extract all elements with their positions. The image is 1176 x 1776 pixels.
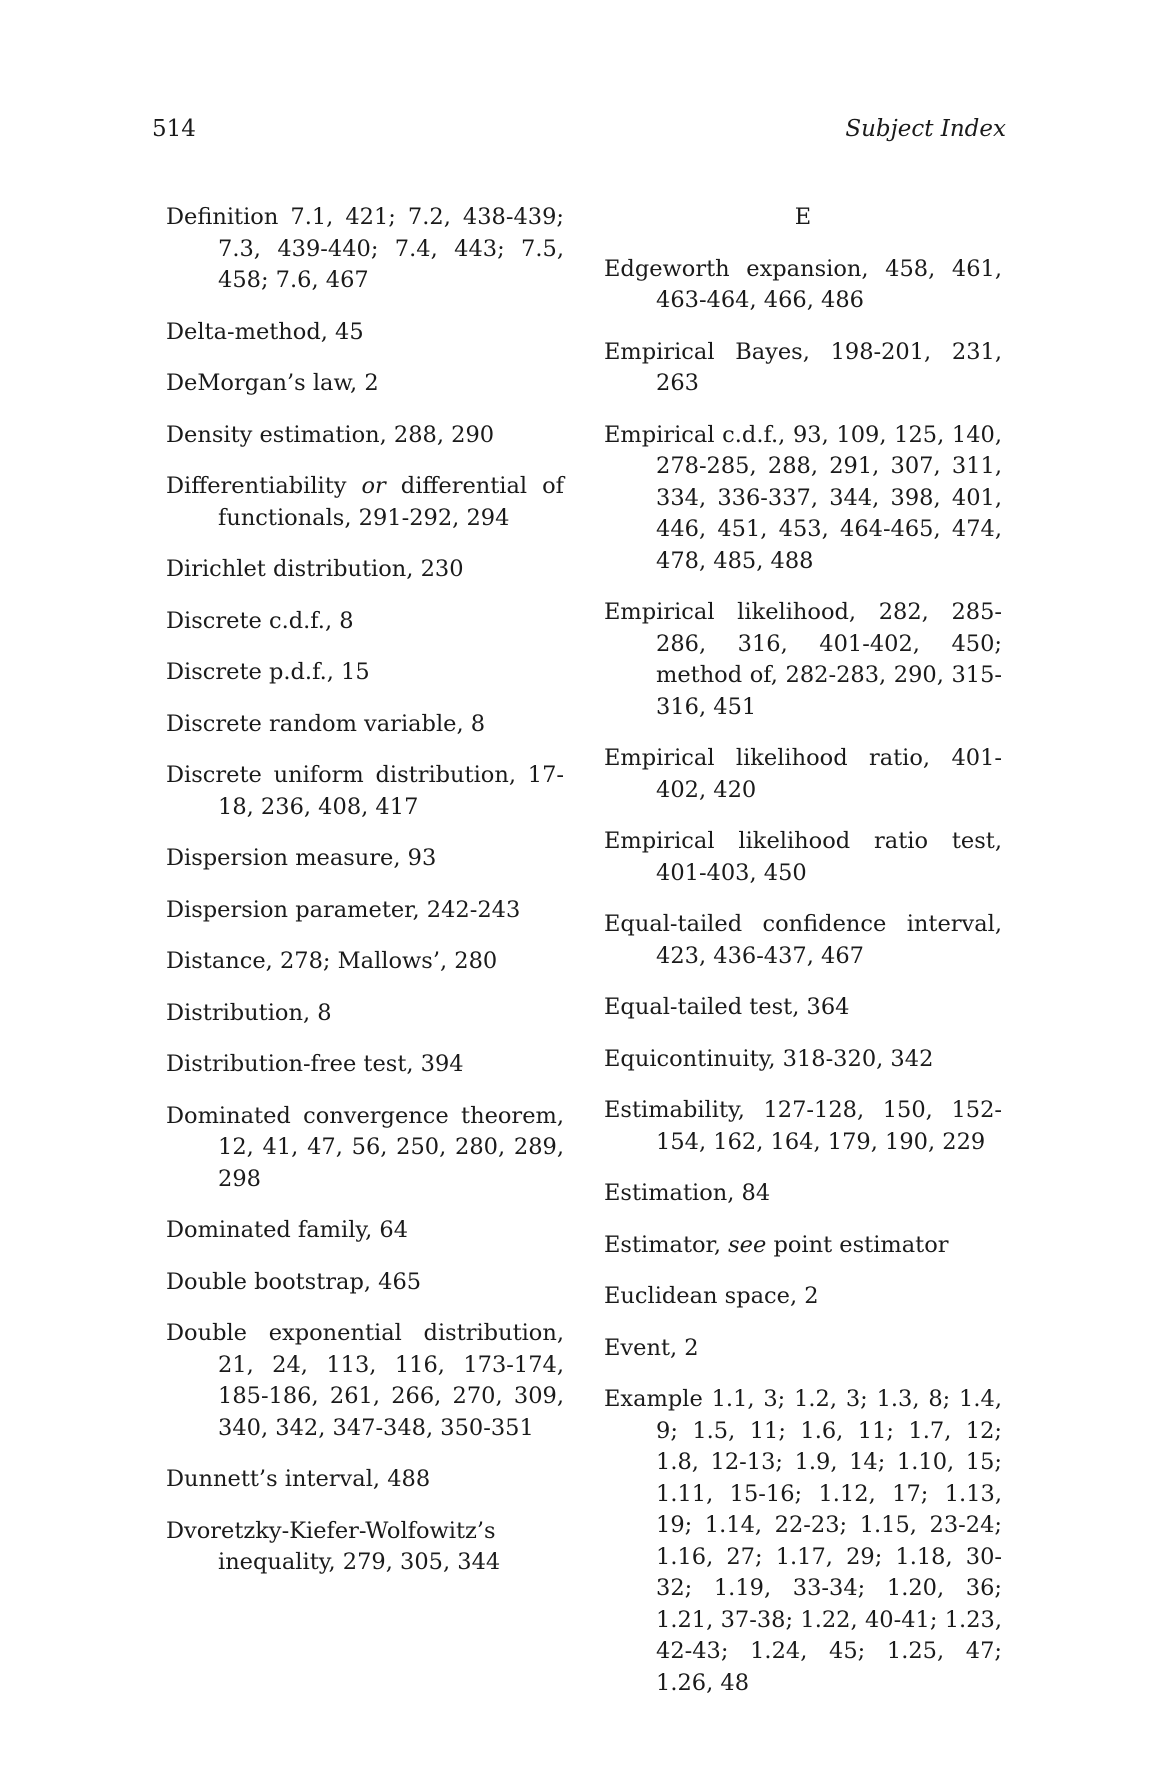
index-entry: Dirichlet distribution, 230 — [166, 556, 464, 582]
index-entry: Dispersion parameter, 242-243 — [166, 896, 521, 923]
index-entry: Discrete uniform distribution, 17-18, 236, 408, 417 — [166, 762, 564, 820]
index-entry: Equal-tailed confidence interval, 423, 436-437, 467 — [604, 911, 1002, 969]
index-entry: Equicontinuity, 318-320, 342 — [604, 1045, 934, 1072]
index-entry: Dispersion measure, 93 — [166, 845, 437, 871]
index-entry: DeMorgan’s law, 2 — [166, 370, 379, 396]
index-entry: Dvoretzky-Kiefer-Wolfowitz’s inequality, 279, 305, 344 — [166, 1517, 501, 1575]
index-entry: Distribution-free test, 394 — [166, 1051, 464, 1077]
index-entry: Double exponential distribution, 21, 24, 113, 116, 173-174, 185-186, 261, 266, 270, 309, 340, 342, 347-348, 350-351 — [166, 1320, 564, 1441]
index-entry: Delta-method, 45 — [166, 318, 364, 345]
index-entry: Distribution, 8 — [166, 999, 332, 1026]
index-entry: Distance, 278; Mallows’, 280 — [166, 948, 498, 974]
index-entries-right — [604, 254, 1002, 1700]
section-letter: E — [794, 204, 812, 230]
index-entry: Definition 7.1, 421; 7.2, 438-439; 7.3, 439-440; 7.4, 443; 7.5, 458; 7.6, 467 — [166, 204, 564, 293]
index-column-right — [604, 202, 1002, 1719]
running-head — [152, 112, 1006, 146]
index-entry: Empirical likelihood ratio test, 401-403, 450 — [604, 828, 1002, 886]
index-entry: Empirical likelihood ratio, 401-402, 420 — [604, 745, 1002, 803]
index-entry-italic: or — [361, 473, 386, 499]
index-entry: Density estimation, 288, 290 — [166, 421, 495, 448]
index-entry: Edgeworth expansion, 458, 461, 463-464, 466, 486 — [604, 255, 1002, 313]
index-entry: Estimation, 84 — [604, 1180, 771, 1206]
index-entry: Empirical c.d.f., 93, 109, 125, 140, 278-285, 288, 291, 307, 311, 334, 336-337, 344, 398, 401, 446, 451, 453, 464-465, 474, 478, 485, 488 — [604, 421, 1002, 574]
page-number: 514 — [152, 116, 196, 142]
index-entry: Dunnett’s interval, 488 — [166, 1466, 431, 1492]
index-entry: Empirical likelihood, 282, 285-286, 316, 401-402, 450; method of, 282-283, 290, 315-316, 451 — [604, 599, 1002, 720]
index-entry: Example 1.1, 3; 1.2, 3; 1.3, 8; 1.4, 9; 1.5, 11; 1.6, 11; 1.7, 12; 1.8, 12-13; 1.9, 14; 1.10, 15; 1.11, 15-16; 1.12, 17; 1.13, 19; 1.14, 22-23; 1.15, 23-24; 1.16, 27; 1.17, 29; 1.18, 30-32; 1.19, 33-34; 1.20, 36; 1.21, 37-38; 1.22, 40-41; 1.23, 42-43; 1.24, 45; 1.25, 47; 1.26, 48 — [604, 1386, 1002, 1696]
index-entry: Equal-tailed test, 364 — [604, 994, 850, 1020]
index-entry: Euclidean space, 2 — [604, 1283, 819, 1309]
index-entry: Double bootstrap, 465 — [166, 1268, 422, 1295]
index-entry: Empirical Bayes, 198-201, 231, 263 — [604, 338, 1002, 396]
index-entry: Estimability, 127-128, 150, 152-154, 162, 164, 179, 190, 229 — [604, 1097, 1002, 1155]
index-entry: Discrete c.d.f., 8 — [166, 607, 354, 634]
index-entry: Discrete random variable, 8 — [166, 710, 486, 737]
running-head-title: Subject Index — [845, 116, 1006, 142]
index-entry-italic: see — [728, 1231, 767, 1258]
index-entry: Discrete p.d.f., 15 — [166, 659, 370, 685]
index-entry: Dominated convergence theorem, 12, 41, 47, 56, 250, 280, 289, 298 — [166, 1102, 564, 1192]
index-entry: Event, 2 — [604, 1334, 699, 1361]
index-entry: Differentiability or differential of functionals, 291-292, 294 — [166, 473, 564, 531]
index-column-left — [166, 202, 564, 1599]
index-entry: Estimator, see point estimator — [604, 1231, 949, 1258]
index-entry: Dominated family, 64 — [166, 1217, 409, 1243]
